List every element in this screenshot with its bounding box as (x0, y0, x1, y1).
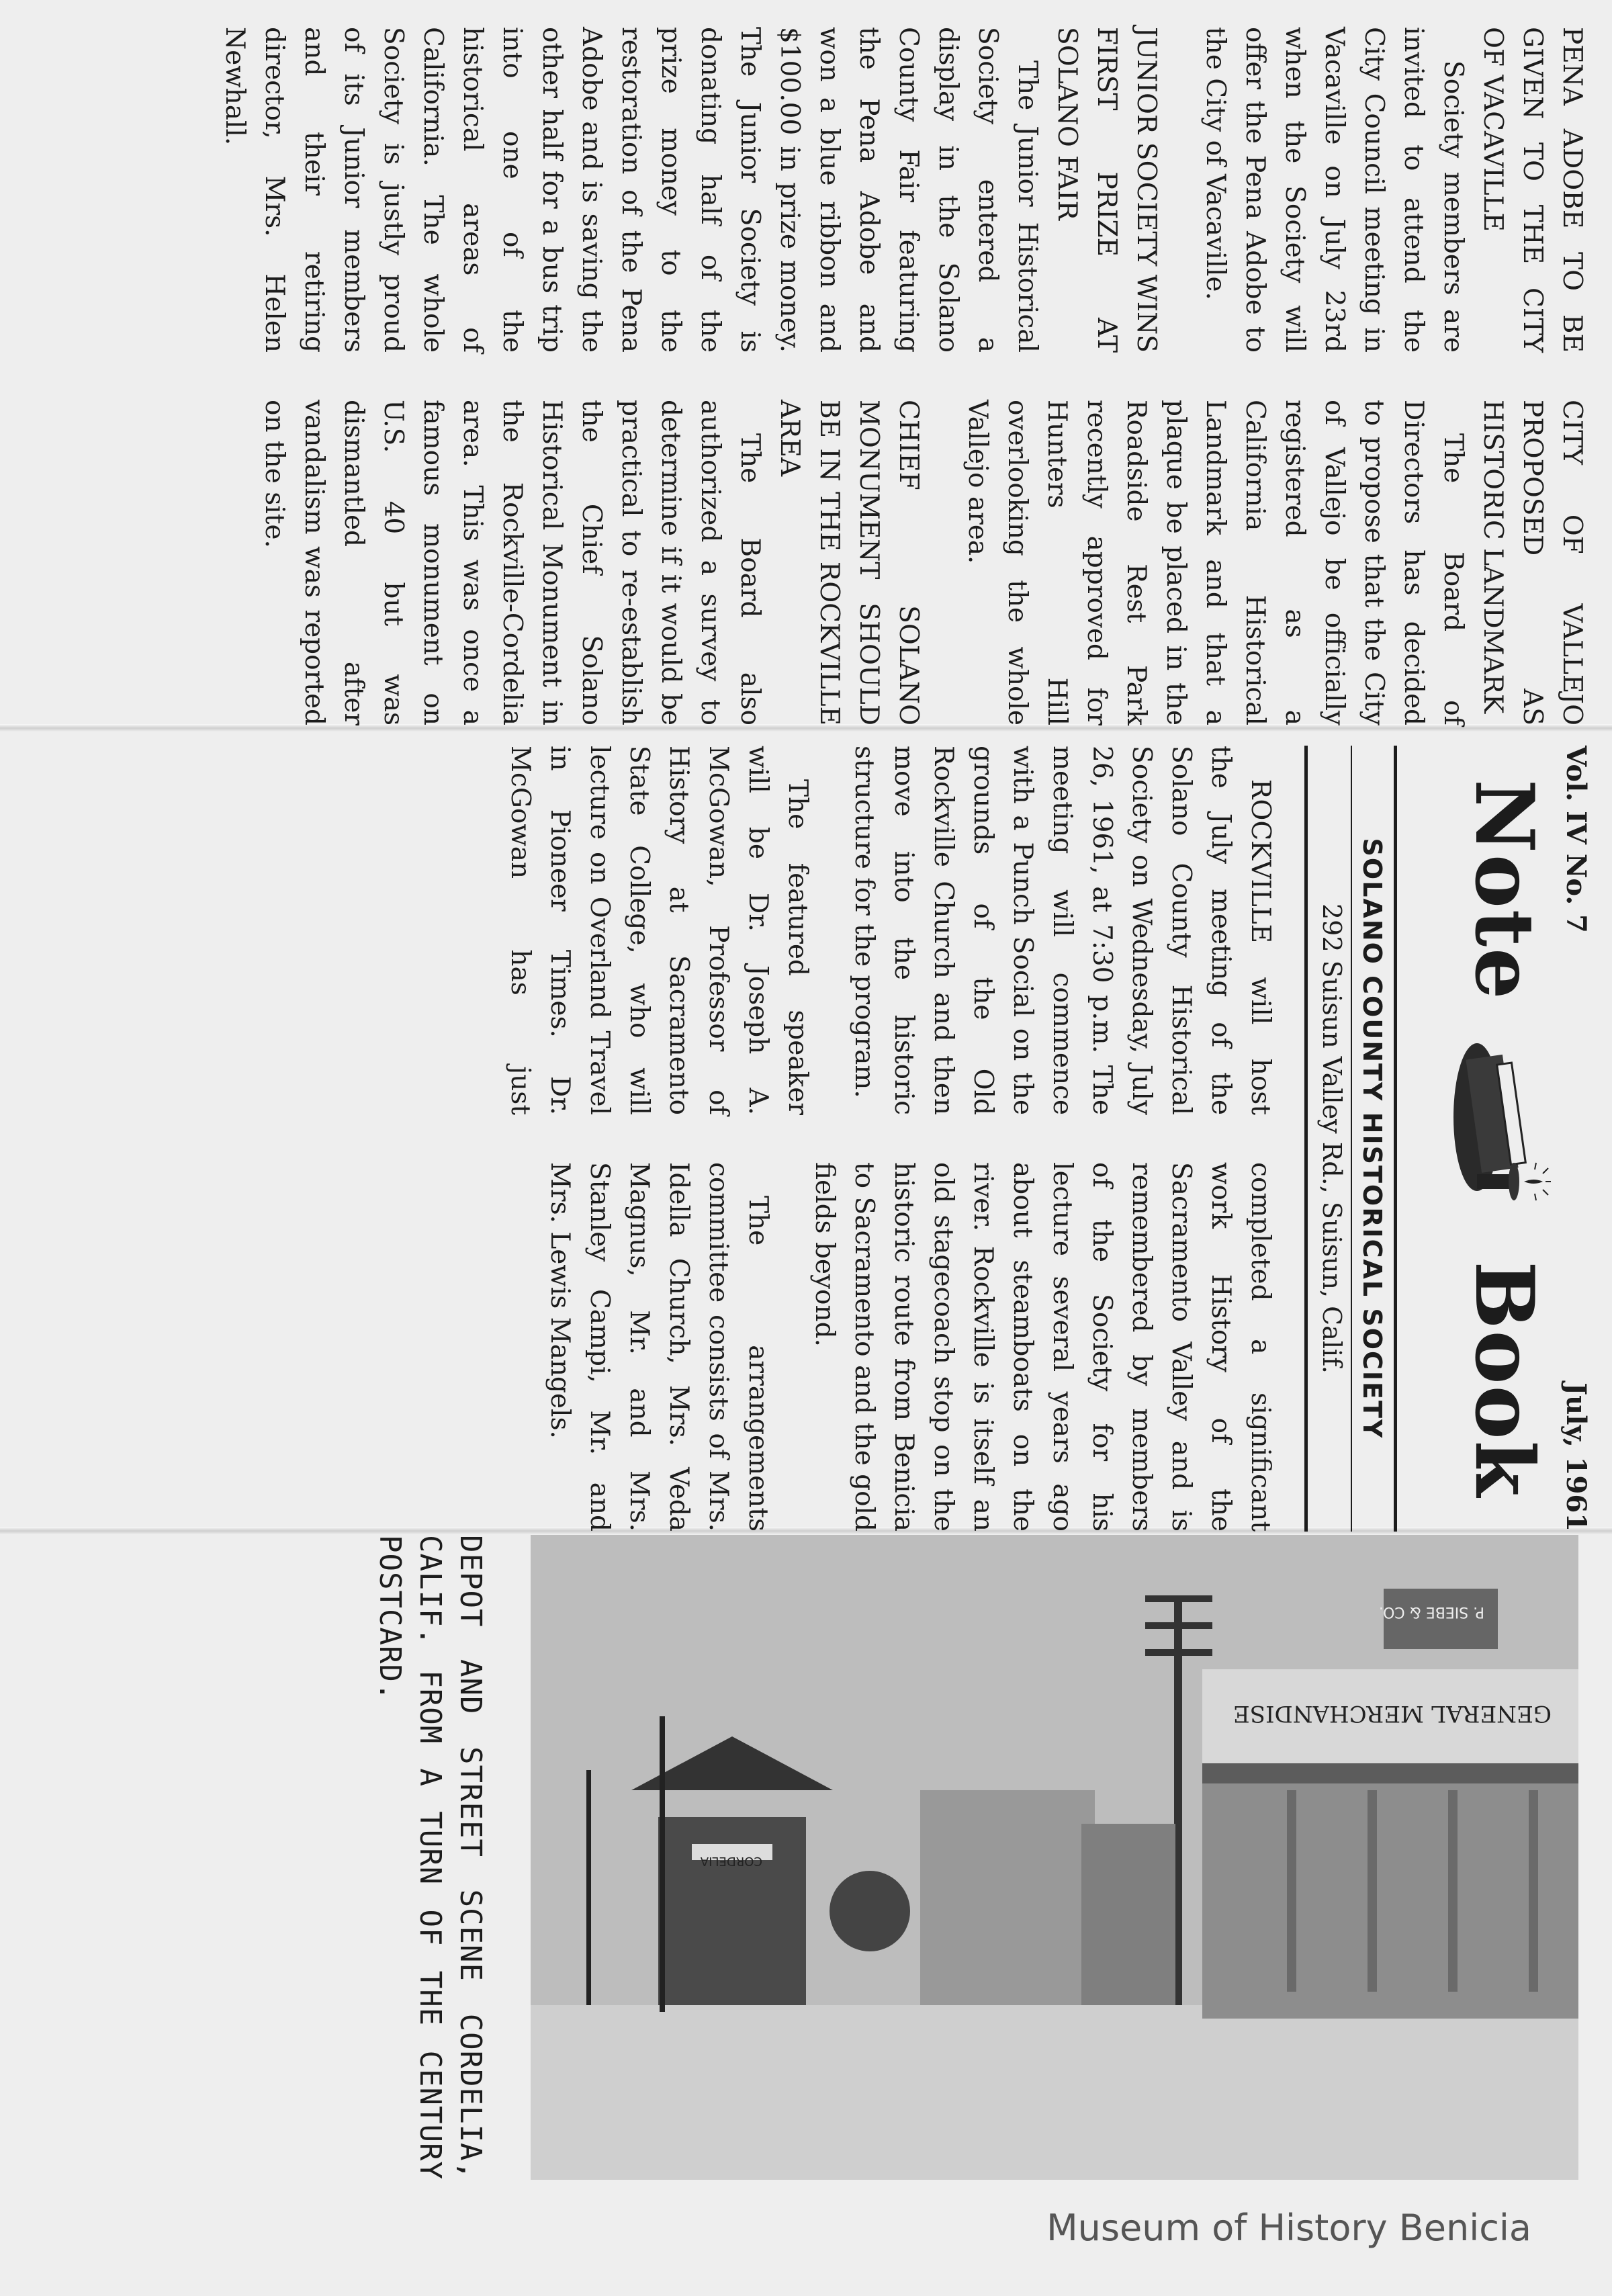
article-heading: CITY OF VALLEJO PROPOSED AS HISTORIC LANDMARK (1478, 400, 1587, 725)
title-left: Note (1457, 779, 1552, 1001)
article-heading: JUNIOR SOCIETY WINS FIRST PRIZE AT SOLANO FAIR (1052, 27, 1161, 353)
back-panel-rotated (47, 27, 1592, 725)
back-panel-articles (0, 0, 1612, 725)
newsletter-title (1443, 746, 1552, 1532)
article-pena-adobe (1196, 27, 1592, 353)
article-vallejo-landmark (958, 400, 1592, 725)
museum-watermark: Museum of History Benicia (1046, 2207, 1531, 2249)
photo-caption: DEPOT AND STREET SCENE CORDELIA, CALIF. FROM A TURN OF THE CENTURY POSTCARD. (373, 1535, 488, 2180)
society-address: 292 Suisun Valley Rd., Suisun, Calif. (1317, 903, 1347, 1374)
meeting-announcement (500, 746, 1304, 1532)
announcement-paragraph: ROCKVILLE will host the July meeting of the Solano County Historical Society on Wednesday, July 26, 1961, at 7:30 p.m. The meeting will commence with a Punch Social on the grounds of the Old Rockville Church and then move into the historic structure for the program. (849, 746, 1275, 1115)
announcement-paragraph: The arrangements committee consists of Mrs. Idella Church, Mrs. Veda Magnus, Mr. and Mrs. Stanley Campi, Mr. and Mrs. Lewis Mangels. (545, 1162, 773, 1532)
store-sign-general-merchandise: GENERAL MERCHANDISE (1233, 1700, 1552, 1727)
photo-panel-rotated (34, 1535, 1578, 2287)
article-heading: PENA ADOBE TO BE GIVEN TO THE CITY OF VACAVILLE (1478, 27, 1587, 353)
society-name: SOLANO COUNTY HISTORICAL SOCIETY (1357, 838, 1387, 1440)
article-paragraph: The Board of Directors has decided to propose that the City of Vallejo be officially registered as a California Historical Landmark and that a plaque be placed in the Roadside Rest Park recently approved for Hunters Hill overlooking the whole Vallejo area. (962, 400, 1468, 725)
store-sign-siebe: P. SIEBE & CO. (1378, 1603, 1484, 1620)
title-right: Book (1457, 1261, 1552, 1498)
front-panel-rotated (47, 746, 1592, 1532)
photo-panel (0, 1535, 1612, 2296)
article-paragraph: The Board also authorized a survey to determine if it would be practical to re-establish the Chief Solano Historical Monument in the Rockville-Cordelia area. This was once a famous monument on U.S. 40 but was dismantled after vandalism was reported on the site. (259, 400, 765, 725)
article-chief-solano (255, 400, 928, 725)
masthead (1397, 746, 1592, 1532)
issue-date: July, 1961 (1560, 1382, 1592, 1532)
article-column-right (47, 400, 1592, 725)
volume-number: Vol. IV No. 7 (1560, 746, 1592, 933)
article-paragraph: Society members are invited to attend the City Council meeting in Vacaville on July 23rd when the Society will offer the Pena Adobe to the City of Vacaville. (1200, 27, 1468, 353)
books-lamp-logo-icon (1443, 1030, 1551, 1231)
article-paragraph: The Junior Historical Society entered a display in the Solano County Fair featuring the Pena Adobe and won a blue ribbon and $100.00 in prize money. The Junior Society is donating half of the prize money to the restoration of the Pena Adobe and is saving the other half for a bus trip into one of the historical areas of California. The whole Society is justly proud of its Junior members and their retiring director, Mrs. Helen Newhall. (220, 27, 1042, 353)
masthead-rule-middle (1351, 746, 1352, 1532)
article-column-left (47, 27, 1592, 353)
masthead-rule-bottom (1304, 746, 1308, 1532)
article-junior-society (215, 27, 1166, 353)
announcement-paragraph: The featured speaker will be Dr. Joseph A. McGowan, Professor of History at Sacramento State College, who will lecture on Overland Travel in Pioneer Times. Dr. McGowan has just completed a significant work History of the Sacramento Valley and is remembered by members of the Society for his lecture several years ago about steamboats on the river. Rockville is itself an old stagecoach stop on the historic route from Benicia to Sacramento and the gold fields beyond. (505, 746, 1275, 1532)
depot-sign-cordelia: CORDELIA (700, 1854, 762, 1868)
article-columns (47, 27, 1592, 725)
article-heading: CHIEF SOLANO MONUMENT SHOULD BE IN THE ROCKVILLE AREA (774, 400, 924, 725)
cordelia-postcard-photo (531, 1535, 1578, 2180)
front-panel-newsletter (0, 732, 1612, 1532)
